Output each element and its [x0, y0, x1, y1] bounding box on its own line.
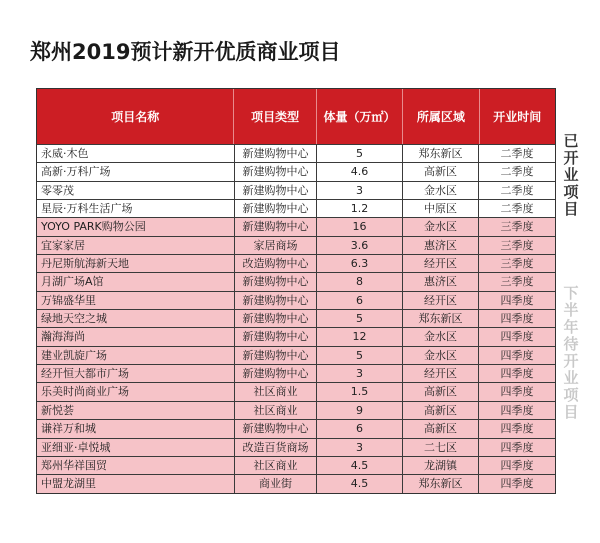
cell-project-name: 建业凯旋广场: [37, 347, 235, 364]
cell-region: 中原区: [403, 200, 479, 217]
cell-open-time: 三季度: [500, 220, 534, 234]
table-row: [37, 217, 555, 235]
cell-project-type: 新建购物中心: [235, 182, 317, 199]
table-row: [37, 327, 555, 345]
cell-open-time: 四季度: [500, 458, 534, 472]
cell-region: 高新区: [403, 163, 479, 180]
cell-open-time: 四季度: [500, 385, 534, 399]
cell-project-name: 月湖广场A馆: [37, 273, 235, 290]
cell-size: 12: [317, 328, 403, 345]
cell-project-name: 乐美时尚商业广场: [37, 383, 235, 400]
cell-size: 16: [317, 218, 403, 235]
table-row: [37, 474, 555, 492]
cell-project-type: 社区商业: [235, 457, 317, 474]
cell-project-name: 谦祥万和城: [37, 420, 235, 437]
cell-region: 高新区: [403, 383, 479, 400]
table-row: [37, 272, 555, 290]
cell-project-name: 高新·万科广场: [37, 163, 235, 180]
cell-open-time: 四季度: [500, 348, 534, 362]
cell-project-name: 万锦盛华里: [37, 292, 235, 309]
cell-size: 9: [317, 402, 403, 419]
cell-open-time: 四季度: [500, 330, 534, 344]
page-title: 郑州2019预计新开优质商业项目: [30, 40, 341, 64]
cell-project-type: 新建购物中心: [235, 365, 317, 382]
cell-project-type: 改造购物中心: [235, 255, 317, 272]
cell-project-name: 新悦荟: [37, 402, 235, 419]
cell-project-type: 商业街: [235, 475, 317, 492]
cell-project-name: YOYO PARK购物公园: [37, 218, 235, 235]
side-label-pending: 下 半 年 待 开 业 项 目: [563, 284, 579, 421]
header-project-name: 项目名称: [37, 89, 234, 144]
table-row: [37, 346, 555, 364]
header-project-type: 项目类型: [234, 89, 316, 144]
cell-project-name: 中盟龙湖里: [37, 475, 235, 492]
table-row: [37, 382, 555, 400]
cell-project-type: 新建购物中心: [235, 328, 317, 345]
cell-open-time: 二季度: [500, 183, 534, 197]
cell-size: 6.3: [317, 255, 403, 272]
cell-size: 4.5: [317, 457, 403, 474]
table-row: [37, 144, 555, 162]
table-row: [37, 236, 555, 254]
cell-open-time: 三季度: [500, 238, 534, 252]
cell-project-name: 零零茂: [37, 182, 235, 199]
cell-project-type: 新建购物中心: [235, 310, 317, 327]
side-label-opened: 已 开 业 项 目: [563, 132, 579, 218]
cell-project-type: 新建购物中心: [235, 200, 317, 217]
cell-open-time: 四季度: [500, 367, 534, 381]
cell-open-time: 四季度: [500, 312, 534, 326]
cell-region: 金水区: [403, 182, 479, 199]
cell-region: 惠济区: [403, 237, 479, 254]
cell-project-name: 郑州华祥国贸: [37, 457, 235, 474]
projects-table: [36, 88, 556, 494]
cell-size: 4.6: [317, 163, 403, 180]
cell-size: 5: [317, 310, 403, 327]
cell-project-type: 新建购物中心: [235, 347, 317, 364]
table-row: [37, 309, 555, 327]
cell-size: 3: [317, 439, 403, 456]
cell-project-type: 社区商业: [235, 383, 317, 400]
cell-region: 金水区: [403, 347, 479, 364]
cell-open-time: 三季度: [500, 257, 534, 271]
cell-project-type: 新建购物中心: [235, 218, 317, 235]
cell-open-time: 二季度: [500, 165, 534, 179]
cell-size: 4.5: [317, 475, 403, 492]
header-open-time: 开业时间: [493, 110, 542, 124]
cell-project-type: 家居商场: [235, 237, 317, 254]
table-row: [37, 419, 555, 437]
cell-region: 龙湖镇: [403, 457, 479, 474]
cell-open-time: 四季度: [500, 422, 534, 436]
cell-region: 金水区: [403, 328, 479, 345]
cell-size: 3: [317, 365, 403, 382]
cell-size: 6: [317, 292, 403, 309]
cell-region: 经开区: [403, 292, 479, 309]
cell-region: 金水区: [403, 218, 479, 235]
cell-project-name: 瀚海海尚: [37, 328, 235, 345]
cell-project-name: 宜家家居: [37, 237, 235, 254]
table-row: [37, 254, 555, 272]
table-row: [37, 181, 555, 199]
cell-project-type: 社区商业: [235, 402, 317, 419]
cell-open-time: 四季度: [500, 440, 534, 454]
cell-project-name: 丹尼斯航海新天地: [37, 255, 235, 272]
cell-region: 郑东新区: [403, 475, 479, 492]
cell-region: 郑东新区: [403, 310, 479, 327]
cell-size: 8: [317, 273, 403, 290]
cell-region: 惠济区: [403, 273, 479, 290]
cell-project-type: 新建购物中心: [235, 273, 317, 290]
cell-project-type: 改造百货商场: [235, 439, 317, 456]
table-row: [37, 456, 555, 474]
table-row: [37, 291, 555, 309]
cell-project-name: 星辰·万科生活广场: [37, 200, 235, 217]
cell-size: 1.5: [317, 383, 403, 400]
cell-size: 6: [317, 420, 403, 437]
cell-size: 3: [317, 182, 403, 199]
table-row: [37, 199, 555, 217]
cell-project-type: 新建购物中心: [235, 145, 317, 162]
cell-size: 3.6: [317, 237, 403, 254]
cell-project-type: 新建购物中心: [235, 420, 317, 437]
cell-open-time: 二季度: [500, 147, 534, 160]
cell-project-name: 绿地天空之城: [37, 310, 235, 327]
cell-region: 二七区: [403, 439, 479, 456]
table-row: [37, 162, 555, 180]
cell-region: 郑东新区: [403, 145, 479, 162]
header-region: 所属区域: [403, 89, 479, 144]
cell-region: 经开区: [403, 255, 479, 272]
cell-project-name: 永威·木色: [37, 145, 235, 162]
cell-project-name: 亚细亚·卓悦城: [37, 439, 235, 456]
cell-size: 5: [317, 145, 403, 162]
table-row: [37, 401, 555, 419]
cell-open-time: 四季度: [500, 293, 534, 307]
cell-open-time: 三季度: [500, 275, 534, 289]
table-row: [37, 364, 555, 382]
cell-size: 1.2: [317, 200, 403, 217]
cell-region: 经开区: [403, 365, 479, 382]
table-row: [37, 438, 555, 456]
cell-open-time: 四季度: [500, 403, 534, 417]
cell-open-time: 二季度: [500, 202, 534, 216]
cell-project-type: 新建购物中心: [235, 163, 317, 180]
cell-project-type: 新建购物中心: [235, 292, 317, 309]
header-size: 体量（万㎡）: [317, 89, 403, 144]
cell-region: 高新区: [403, 420, 479, 437]
cell-size: 5: [317, 347, 403, 364]
table-body: [37, 144, 555, 493]
cell-open-time: 四季度: [500, 477, 534, 491]
cell-project-name: 经开恒大都市广场: [37, 365, 235, 382]
cell-region: 高新区: [403, 402, 479, 419]
table-header: [37, 89, 555, 144]
